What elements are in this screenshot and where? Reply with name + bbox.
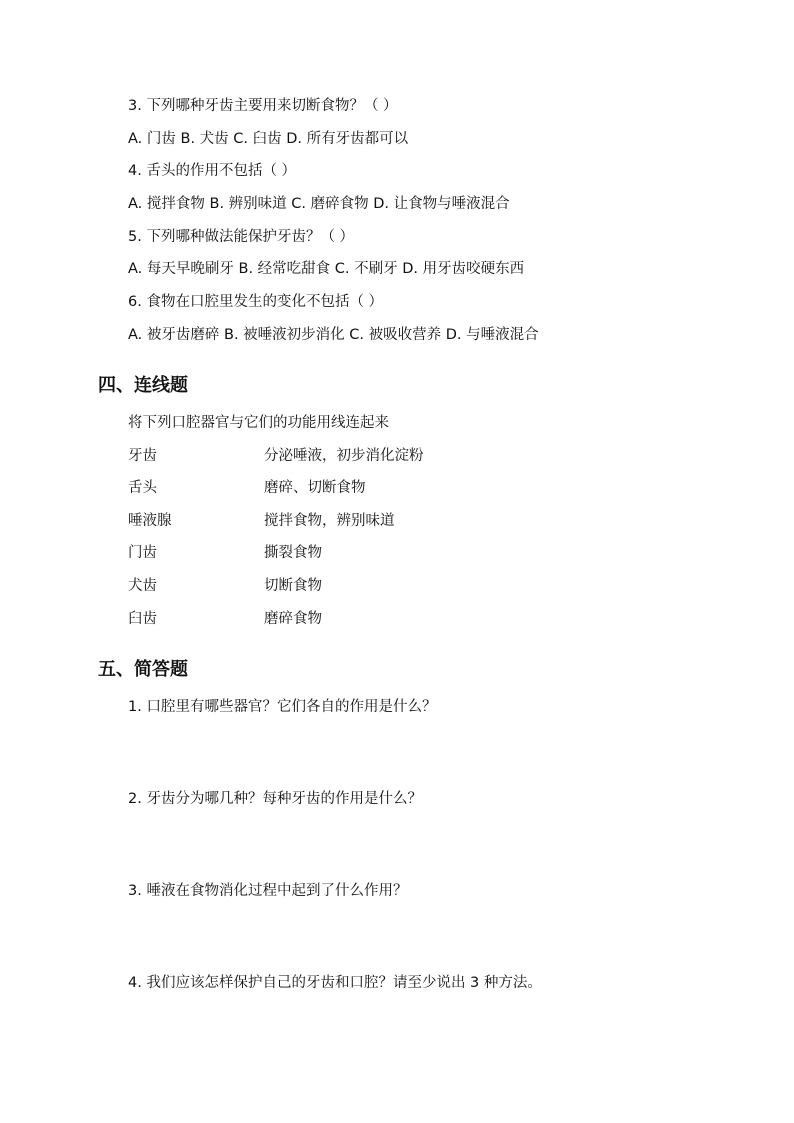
choice-options-3: A. 门齿 B. 犬齿 C. 臼齿 D. 所有牙齿都可以 [128,131,409,147]
choice-options-6: A. 被牙齿磨碎 B. 被唾液初步消化 C. 被吸收营养 D. 与唾液混合 [128,327,539,343]
function-item: 分泌唾液，初步消化淀粉 [264,448,424,464]
organ-item: 唾液腺 [128,513,172,529]
organ-item: 牙齿 [128,448,157,464]
organ-item: 犬齿 [128,578,157,594]
short-answer-heading: 五、简答题 [98,659,188,680]
choice-question-6: 6. 食物在口腔里发生的变化不包括（ ） [128,294,384,310]
function-item: 磨碎、切断食物 [264,480,366,496]
function-item: 撕裂食物 [264,545,322,561]
short-answer-question-1: 1. 口腔里有哪些器官？它们各自的作用是什么？ [128,699,437,715]
organ-item: 舌头 [128,480,157,496]
choice-question-3: 3. 下列哪种牙齿主要用来切断食物？（ ） [128,98,398,114]
matching-heading: 四、连线题 [98,375,188,396]
short-answer-question-4: 4. 我们应该怎样保护自己的牙齿和口腔？请至少说出 3 种方法。 [128,975,542,991]
function-item: 搅拌食物，辨别味道 [264,513,395,529]
choice-question-5: 5. 下列哪种做法能保护牙齿？（ ） [128,229,355,245]
function-item: 切断食物 [264,578,322,594]
organ-item: 门齿 [128,545,157,561]
organ-item: 臼齿 [128,611,157,627]
matching-instruction: 将下列口腔器官与它们的功能用线连起来 [128,415,389,431]
short-answer-question-3: 3. 唾液在食物消化过程中起到了什么作用？ [128,883,408,899]
choice-question-4: 4. 舌头的作用不包括（ ） [128,163,297,179]
short-answer-question-2: 2. 牙齿分为哪几种？每种牙齿的作用是什么？ [128,791,422,807]
function-item: 磨碎食物 [264,611,322,627]
choice-options-5: A. 每天早晚刷牙 B. 经常吃甜食 C. 不刷牙 D. 用牙齿咬硬东西 [128,261,525,277]
choice-options-4: A. 搅拌食物 B. 辨别味道 C. 磨碎食物 D. 让食物与唾液混合 [128,196,510,212]
